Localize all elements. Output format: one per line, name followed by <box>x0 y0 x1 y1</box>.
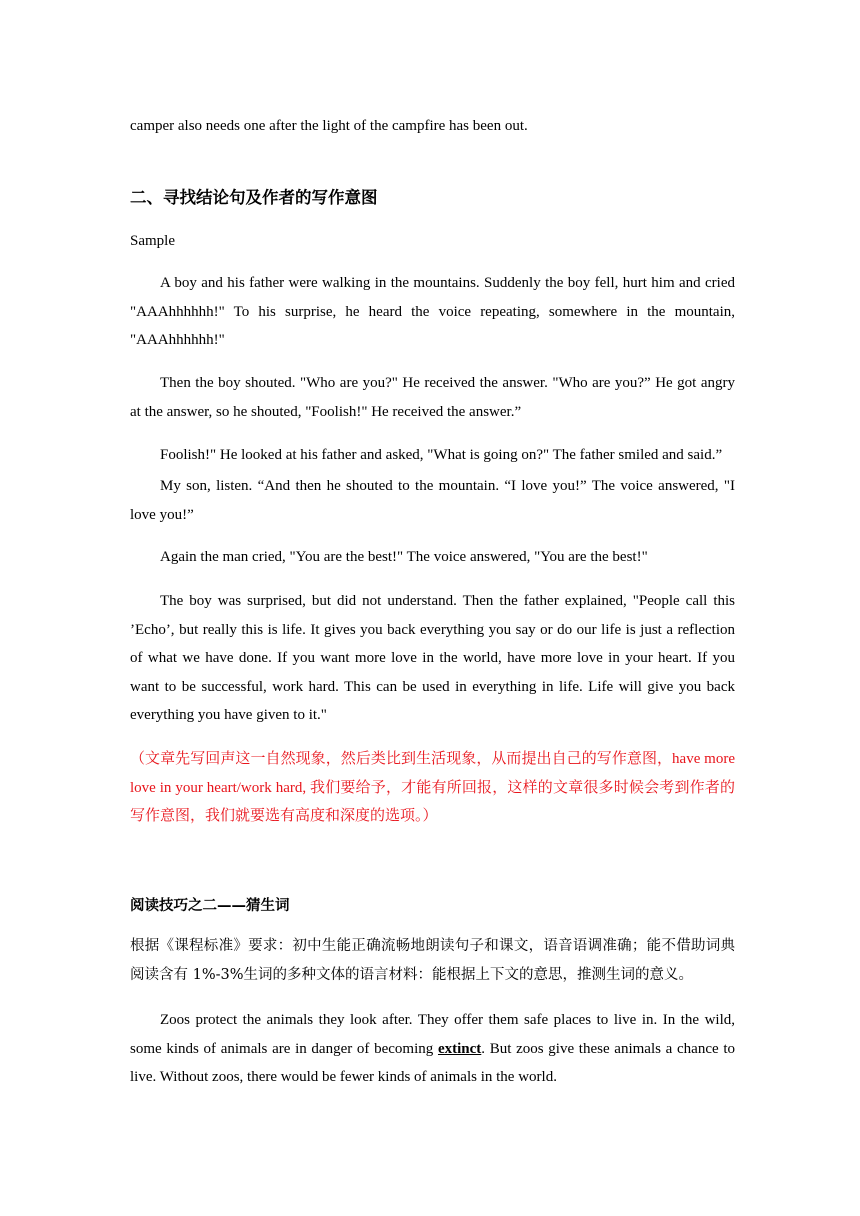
passage-text-after: . But zoos give these animals a chance to live. Without zoos, there would be fewer kinds of animals in the world. <box>130 1040 735 1086</box>
zoo-passage <box>130 1006 735 1092</box>
passage-text-before: Zoos protect the animals they look after. They offer them safe places to live in. In the wild, some kinds of animals are in danger of becoming <box>130 1012 735 1057</box>
sample-label: Sample <box>130 233 175 249</box>
story-paragraph-3: Foolish!" He looked at his father and asked, "What is going on?" The father smiled and said.” <box>160 447 723 463</box>
section-heading: 二、寻找结论句及作者的写作意图 <box>130 188 378 207</box>
target-word: extinct <box>437 1040 482 1057</box>
story-paragraph-4: My son, listen. “And then he shouted to the mountain. “I love you!” The voice answered, "I love you!” <box>130 478 735 523</box>
story-paragraph-5: Again the man cried, "You are the best!" The voice answered, "You are the best!" <box>160 549 648 565</box>
story-paragraph-2: Then the boy shouted. "Who are you?" He received the answer. "Who are you?” He got angry at the answer, so he shouted, "Foolish!" He received the answer.” <box>130 375 735 420</box>
curriculum-intro: 根据《课程标准》要求：初中生能正确流畅地朗读句子和课文，语音语调准确；能不借助词典阅读含有 1%-3%生词的多种文体的语言材料：能根据上下文的意思，推测生词的意义。 <box>130 938 735 983</box>
analysis-note: （文章先写回声这一自然现象，然后类比到生活现象，从而提出自己的写作意图，have more love in your heart/work hard, 我们要给予，才能有所回报，这样的文章很多时候会考到作者的写作意图，我们就要选有高度和深度的选项。） <box>130 751 735 825</box>
story-paragraph-6: The boy was surprised, but did not understand. Then the father explained, "People call this ’Echo’, but really this is life. It gives you back everything you say or do our life is just a reflection of what we have done. If you want more love in the world, have more love in your heart. If you want to be successful, work hard. This can be used in everything in life. Life will give you back everything you have given to it." <box>130 593 735 724</box>
story-paragraph-1: A boy and his father were walking in the mountains. Suddenly the boy fell, hurt him and cried "AAAhhhhhh!" To his surprise, he heard the voice repeating, somewhere in the mountain, "AAAhhhhhh!" <box>130 275 735 349</box>
skill-heading: 阅读技巧之二——猜生词 <box>130 898 290 914</box>
continued-text-line: camper also needs one after the light of the campfire has been out. <box>130 118 528 134</box>
